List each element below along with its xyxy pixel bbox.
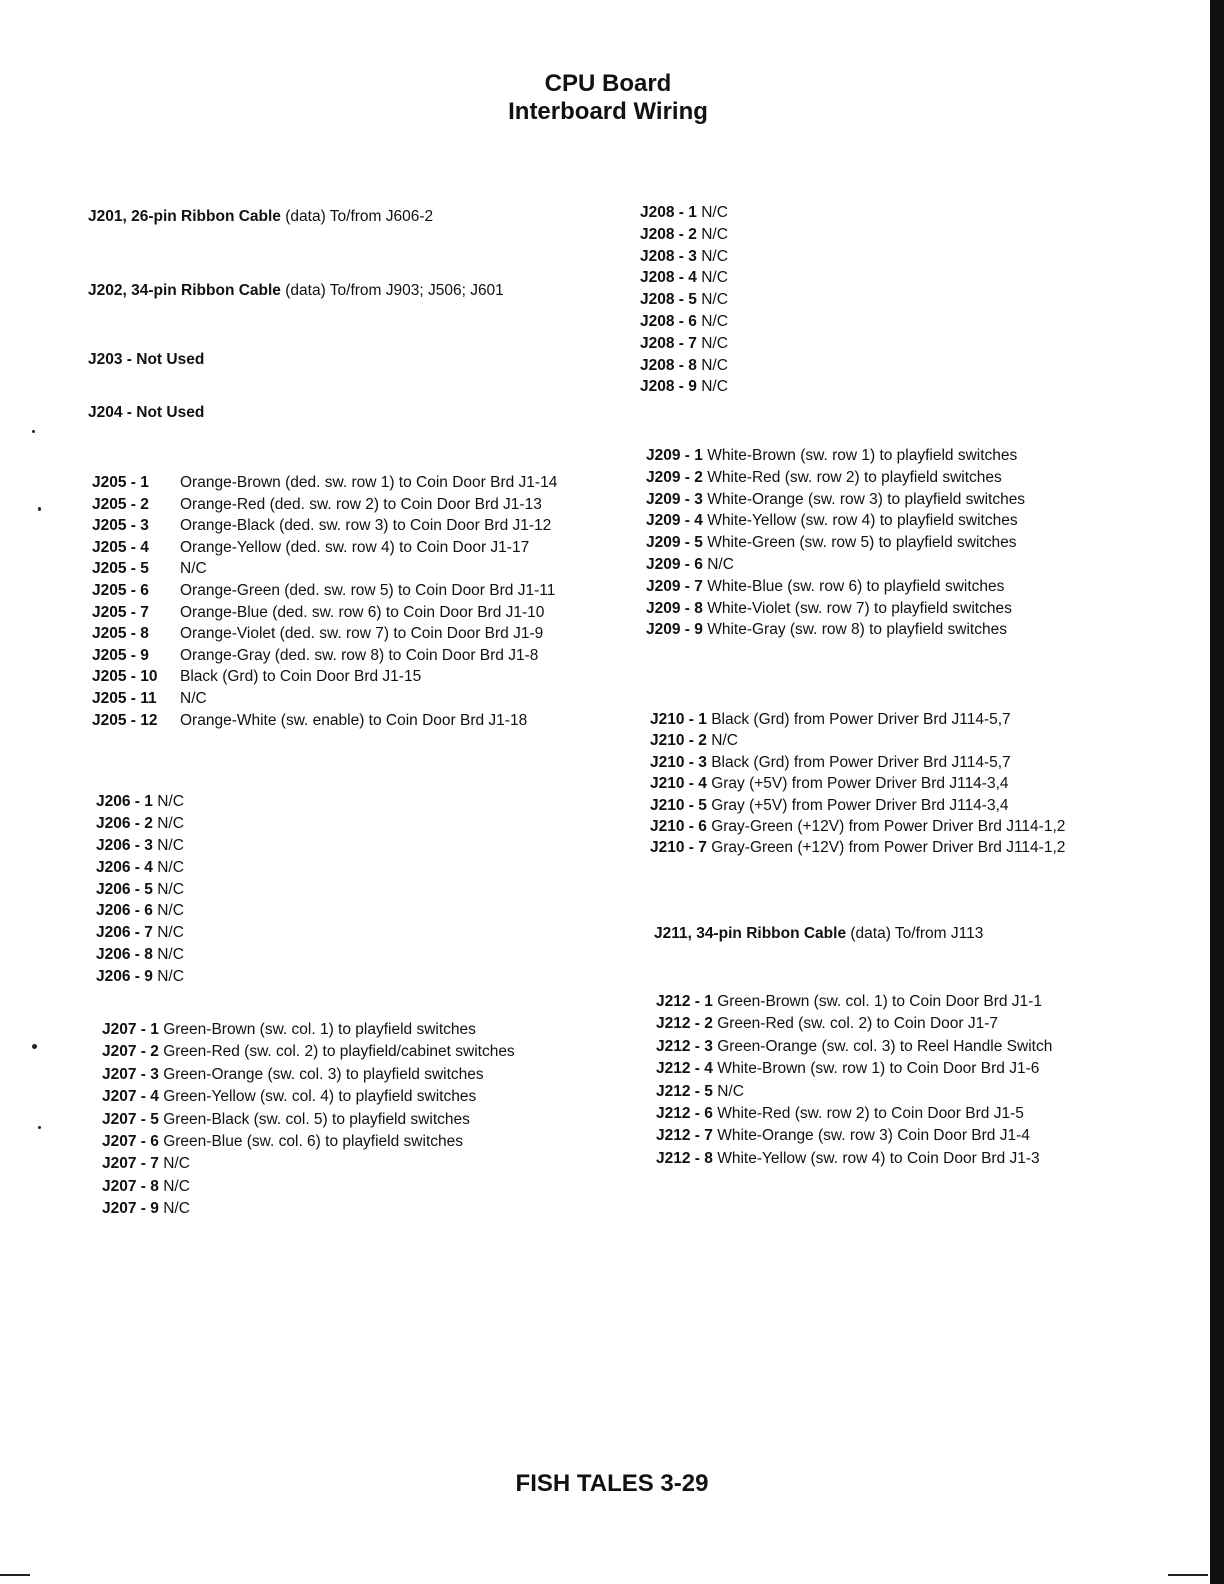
pin-label: J209 - 7 xyxy=(646,577,703,595)
pin-description: N/C xyxy=(152,814,184,832)
pin-description: N/C xyxy=(696,334,728,352)
pin-label: J205 - 3 xyxy=(92,517,149,535)
pin-description: White-Red (sw. row 2) to Coin Door Brd J1-5 xyxy=(712,1104,1024,1122)
wiring-row xyxy=(640,224,728,246)
pin-description: N/C xyxy=(696,291,728,309)
wiring-row xyxy=(92,623,557,645)
wiring-row xyxy=(650,816,1065,837)
pin-description: N/C xyxy=(696,204,728,221)
pin-label: J207 - 6 xyxy=(102,1132,159,1150)
pin-label: J206 - 7 xyxy=(96,924,153,942)
pin-description: Orange-Green (ded. sw. row 5) to Coin Door Brd J1-11 xyxy=(180,581,556,599)
pin-label: J206 - 1 xyxy=(96,793,153,810)
wiring-row xyxy=(102,1153,515,1175)
page-edge xyxy=(1210,0,1224,1584)
wiring-row xyxy=(102,1176,515,1198)
wiring-row xyxy=(656,1103,1052,1125)
wiring-row xyxy=(650,709,1065,730)
pin-label: J212 - 8 xyxy=(656,1149,713,1167)
pin-label: J207 - 8 xyxy=(102,1177,159,1195)
pin-description: Green-Orange (sw. col. 3) to playfield switches xyxy=(158,1065,484,1083)
pin-description: Green-Brown (sw. col. 1) to playfield switches xyxy=(158,1021,476,1038)
pin-description: White-Orange (sw. row 3) Coin Door Brd J1-4 xyxy=(712,1127,1030,1145)
connector-desc: (data) To/from J903; J506; J601 xyxy=(280,282,504,299)
pin-label: J208 - 4 xyxy=(640,269,697,287)
wiring-row xyxy=(102,1041,515,1063)
scan-speck xyxy=(38,507,41,511)
wiring-row xyxy=(656,1148,1052,1170)
wiring-row xyxy=(96,944,184,966)
pin-description: Green-Red (sw. col. 2) to Coin Door J1-7 xyxy=(712,1015,999,1033)
pin-label: J212 - 1 xyxy=(656,993,713,1010)
wiring-row xyxy=(640,376,728,398)
j207-list xyxy=(102,1019,515,1221)
wiring-row xyxy=(96,966,184,988)
wiring-row xyxy=(640,355,728,377)
pin-label: J206 - 2 xyxy=(96,814,153,832)
pin-label: J212 - 4 xyxy=(656,1060,713,1078)
pin-description: Black (Grd) from Power Driver Brd J114-5,7 xyxy=(706,753,1011,771)
pin-label: J205 - 4 xyxy=(92,538,149,556)
pin-description: White-Red (sw. row 2) to playfield switches xyxy=(702,468,1002,486)
wiring-row xyxy=(640,333,728,355)
pin-label: J209 - 4 xyxy=(646,512,703,530)
pin-label: J206 - 8 xyxy=(96,946,153,964)
pin-label: J207 - 4 xyxy=(102,1088,159,1106)
pin-label: J207 - 3 xyxy=(102,1065,159,1083)
wiring-row xyxy=(92,580,557,602)
pin-label: J212 - 6 xyxy=(656,1104,713,1122)
connector-label: J201, 26-pin Ribbon Cable xyxy=(88,208,281,225)
connector-label: J211, 34-pin Ribbon Cable xyxy=(654,925,847,942)
connector-label: J202, 34-pin Ribbon Cable xyxy=(88,282,281,299)
j212-list xyxy=(656,991,1052,1170)
wiring-row xyxy=(640,311,728,333)
pin-label: J208 - 2 xyxy=(640,225,697,243)
wiring-row xyxy=(92,666,557,688)
pin-description: N/C xyxy=(696,247,728,265)
wiring-row xyxy=(650,773,1065,794)
pin-label: J208 - 8 xyxy=(640,356,697,374)
pin-description: Black (Grd) to Coin Door Brd J1-15 xyxy=(180,668,422,686)
wiring-row xyxy=(96,922,184,944)
wiring-row xyxy=(640,289,728,311)
wiring-row xyxy=(650,795,1065,816)
pin-label: J207 - 1 xyxy=(102,1021,159,1038)
pin-label: J209 - 9 xyxy=(646,621,703,639)
pin-description: Orange-Black (ded. sw. row 3) to Coin Door Brd J1-12 xyxy=(180,517,552,535)
pin-description: Orange-Violet (ded. sw. row 7) to Coin Door Brd J1-9 xyxy=(180,625,544,643)
j209-list xyxy=(646,445,1025,641)
wiring-row xyxy=(646,445,1025,467)
scan-speck xyxy=(38,1126,41,1129)
wiring-row xyxy=(650,752,1065,773)
pin-description: Green-Blue (sw. col. 6) to playfield switches xyxy=(158,1132,463,1150)
wiring-row xyxy=(92,494,557,516)
pin-label: J210 - 6 xyxy=(650,817,707,835)
wiring-row xyxy=(656,1036,1052,1058)
wiring-row xyxy=(96,857,184,879)
pin-label: J206 - 5 xyxy=(96,880,153,898)
pin-description: Orange-Yellow (ded. sw. row 4) to Coin Door J1-17 xyxy=(180,538,530,556)
pin-description: Gray-Green (+12V) from Power Driver Brd J114-1,2 xyxy=(706,817,1066,835)
page-title: CPU Board xyxy=(544,70,672,97)
scan-speck xyxy=(32,1044,37,1049)
j204-entry xyxy=(88,404,204,422)
wiring-row xyxy=(646,510,1025,532)
wiring-row xyxy=(656,991,1052,1013)
wiring-row xyxy=(102,1131,515,1153)
pin-label: J212 - 7 xyxy=(656,1127,713,1145)
pin-description: Green-Yellow (sw. col. 4) to playfield switches xyxy=(158,1088,477,1106)
pin-label: J210 - 4 xyxy=(650,775,707,793)
pin-label: J210 - 7 xyxy=(650,839,707,857)
pin-description: N/C xyxy=(152,946,184,964)
j206-list xyxy=(96,791,184,988)
pin-description: N/C xyxy=(152,793,184,810)
wiring-row xyxy=(656,1013,1052,1035)
pin-description: Orange-White (sw. enable) to Coin Door Brd J1-18 xyxy=(180,711,528,729)
pin-description: Orange-Brown (ded. sw. row 1) to Coin Door Brd J1-14 xyxy=(180,474,558,491)
wiring-row xyxy=(102,1109,515,1131)
j203-entry xyxy=(88,351,204,369)
pin-description: White-Yellow (sw. row 4) to playfield switches xyxy=(702,512,1018,530)
pin-label: J210 - 5 xyxy=(650,796,707,814)
pin-label: J209 - 5 xyxy=(646,534,703,552)
pin-description: White-Gray (sw. row 8) to playfield switches xyxy=(702,621,1007,639)
pin-description: N/C xyxy=(152,968,184,986)
wiring-row xyxy=(96,835,184,857)
pin-label: J207 - 5 xyxy=(102,1110,159,1128)
wiring-row xyxy=(102,1086,515,1108)
wiring-row xyxy=(646,532,1025,554)
wiring-row xyxy=(640,246,728,268)
pin-label: J212 - 3 xyxy=(656,1037,713,1055)
wiring-row xyxy=(92,710,557,732)
j208-list xyxy=(640,202,728,398)
wiring-row xyxy=(92,472,557,494)
page-footer: FISH TALES 3-29 xyxy=(515,1470,709,1497)
pin-label: J207 - 7 xyxy=(102,1155,159,1173)
pin-label: J205 - 8 xyxy=(92,625,149,643)
pin-description: Gray-Green (+12V) from Power Driver Brd J114-1,2 xyxy=(706,839,1066,857)
j205-list xyxy=(92,472,557,731)
wiring-row xyxy=(92,645,557,667)
wiring-row xyxy=(92,602,557,624)
wiring-row xyxy=(646,598,1025,620)
scan-edge-mark xyxy=(1168,1574,1208,1576)
pin-description: White-Orange (sw. row 3) to playfield switches xyxy=(702,490,1026,508)
pin-label: J205 - 1 xyxy=(92,474,149,491)
pin-label: J205 - 11 xyxy=(92,689,157,707)
pin-description: Black (Grd) from Power Driver Brd J114-5,7 xyxy=(706,711,1011,728)
wiring-row xyxy=(102,1064,515,1086)
pin-label: J208 - 1 xyxy=(640,204,697,221)
pin-label: J209 - 2 xyxy=(646,468,703,486)
pin-label: J212 - 5 xyxy=(656,1082,713,1100)
wiring-row xyxy=(102,1198,515,1220)
wiring-row xyxy=(646,489,1025,511)
wiring-row xyxy=(650,837,1065,858)
pin-description: White-Violet (sw. row 7) to playfield switches xyxy=(702,599,1012,617)
j202-entry xyxy=(88,282,504,300)
pin-label: J205 - 10 xyxy=(92,668,158,686)
pin-description: N/C xyxy=(180,560,207,578)
scan-speck xyxy=(32,430,35,433)
pin-description: Green-Orange (sw. col. 3) to Reel Handle Switch xyxy=(712,1037,1053,1055)
wiring-row xyxy=(640,202,728,224)
connector-desc: (data) To/from J606-2 xyxy=(280,208,434,225)
pin-description: White-Blue (sw. row 6) to playfield switches xyxy=(702,577,1005,595)
pin-label: J206 - 6 xyxy=(96,902,153,920)
pin-description: Orange-Red (ded. sw. row 2) to Coin Door Brd J1-13 xyxy=(180,495,542,513)
wiring-row xyxy=(92,537,557,559)
pin-label: J208 - 5 xyxy=(640,291,697,309)
pin-description: N/C xyxy=(696,378,728,396)
wiring-row xyxy=(646,619,1025,641)
j201-entry xyxy=(88,208,433,226)
wiring-row xyxy=(96,879,184,901)
wiring-row xyxy=(640,267,728,289)
pin-description: N/C xyxy=(152,880,184,898)
pin-description: N/C xyxy=(152,924,184,942)
pin-label: J208 - 3 xyxy=(640,247,697,265)
pin-label: J206 - 4 xyxy=(96,858,153,876)
pin-description: Orange-Blue (ded. sw. row 6) to Coin Door Brd J1-10 xyxy=(180,603,545,621)
pin-description: N/C xyxy=(158,1200,190,1218)
pin-description: N/C xyxy=(712,1082,744,1100)
page-subtitle: Interboard Wiring xyxy=(508,98,708,125)
pin-label: J209 - 6 xyxy=(646,555,703,573)
pin-label: J205 - 9 xyxy=(92,646,149,664)
pin-description: N/C xyxy=(696,356,728,374)
pin-label: J208 - 6 xyxy=(640,312,697,330)
scan-edge-mark xyxy=(0,1574,30,1576)
connector-desc: (data) To/from J113 xyxy=(846,925,984,942)
wiring-row xyxy=(92,688,557,710)
pin-label: J209 - 8 xyxy=(646,599,703,617)
pin-label: J205 - 7 xyxy=(92,603,149,621)
wiring-row xyxy=(646,576,1025,598)
pin-label: J205 - 6 xyxy=(92,581,149,599)
pin-description: N/C xyxy=(696,225,728,243)
pin-description: White-Yellow (sw. row 4) to Coin Door Brd J1-3 xyxy=(712,1149,1040,1167)
pin-label: J209 - 3 xyxy=(646,490,703,508)
wiring-row xyxy=(96,791,184,813)
wiring-row xyxy=(102,1019,515,1041)
pin-description: N/C xyxy=(158,1155,190,1173)
wiring-row xyxy=(92,558,557,580)
pin-description: Gray (+5V) from Power Driver Brd J114-3,4 xyxy=(706,796,1009,814)
pin-description: White-Green (sw. row 5) to playfield switches xyxy=(702,534,1017,552)
j210-list xyxy=(650,709,1065,859)
pin-label: J206 - 3 xyxy=(96,836,153,854)
pin-description: White-Brown (sw. row 1) to Coin Door Brd J1-6 xyxy=(712,1060,1040,1078)
wiring-row xyxy=(92,515,557,537)
wiring-row xyxy=(646,467,1025,489)
pin-label: J208 - 9 xyxy=(640,378,697,396)
pin-description: N/C xyxy=(152,902,184,920)
j211-entry xyxy=(654,925,983,943)
pin-label: J205 - 5 xyxy=(92,560,149,578)
pin-label: J210 - 1 xyxy=(650,711,707,728)
pin-description: Green-Black (sw. col. 5) to playfield switches xyxy=(158,1110,470,1128)
pin-label: J207 - 9 xyxy=(102,1200,159,1218)
pin-label: J210 - 2 xyxy=(650,732,707,750)
wiring-row xyxy=(96,900,184,922)
wiring-row xyxy=(650,730,1065,751)
connector-label: J204 - Not Used xyxy=(88,404,205,421)
pin-label: J206 - 9 xyxy=(96,968,153,986)
pin-description: N/C xyxy=(152,858,184,876)
pin-description: White-Brown (sw. row 1) to playfield switches xyxy=(702,447,1018,464)
wiring-row xyxy=(656,1058,1052,1080)
pin-description: N/C xyxy=(696,269,728,287)
wiring-row xyxy=(656,1125,1052,1147)
pin-description: N/C xyxy=(180,689,207,707)
pin-label: J210 - 3 xyxy=(650,753,707,771)
wiring-row xyxy=(656,1081,1052,1103)
pin-description: Orange-Gray (ded. sw. row 8) to Coin Door Brd J1-8 xyxy=(180,646,539,664)
pin-label: J209 - 1 xyxy=(646,447,703,464)
pin-label: J212 - 2 xyxy=(656,1015,713,1033)
wiring-row xyxy=(646,554,1025,576)
pin-label: J205 - 12 xyxy=(92,711,158,729)
pin-label: J207 - 2 xyxy=(102,1043,159,1061)
pin-description: N/C xyxy=(702,555,734,573)
pin-label: J205 - 2 xyxy=(92,495,149,513)
pin-description: N/C xyxy=(706,732,738,750)
pin-description: N/C xyxy=(152,836,184,854)
pin-label: J208 - 7 xyxy=(640,334,697,352)
pin-description: Gray (+5V) from Power Driver Brd J114-3,4 xyxy=(706,775,1009,793)
pin-description: N/C xyxy=(696,312,728,330)
wiring-row xyxy=(96,813,184,835)
pin-description: Green-Brown (sw. col. 1) to Coin Door Brd J1-1 xyxy=(712,993,1042,1010)
pin-description: N/C xyxy=(158,1177,190,1195)
pin-description: Green-Red (sw. col. 2) to playfield/cabinet switches xyxy=(158,1043,515,1061)
connector-label: J203 - Not Used xyxy=(88,351,205,368)
